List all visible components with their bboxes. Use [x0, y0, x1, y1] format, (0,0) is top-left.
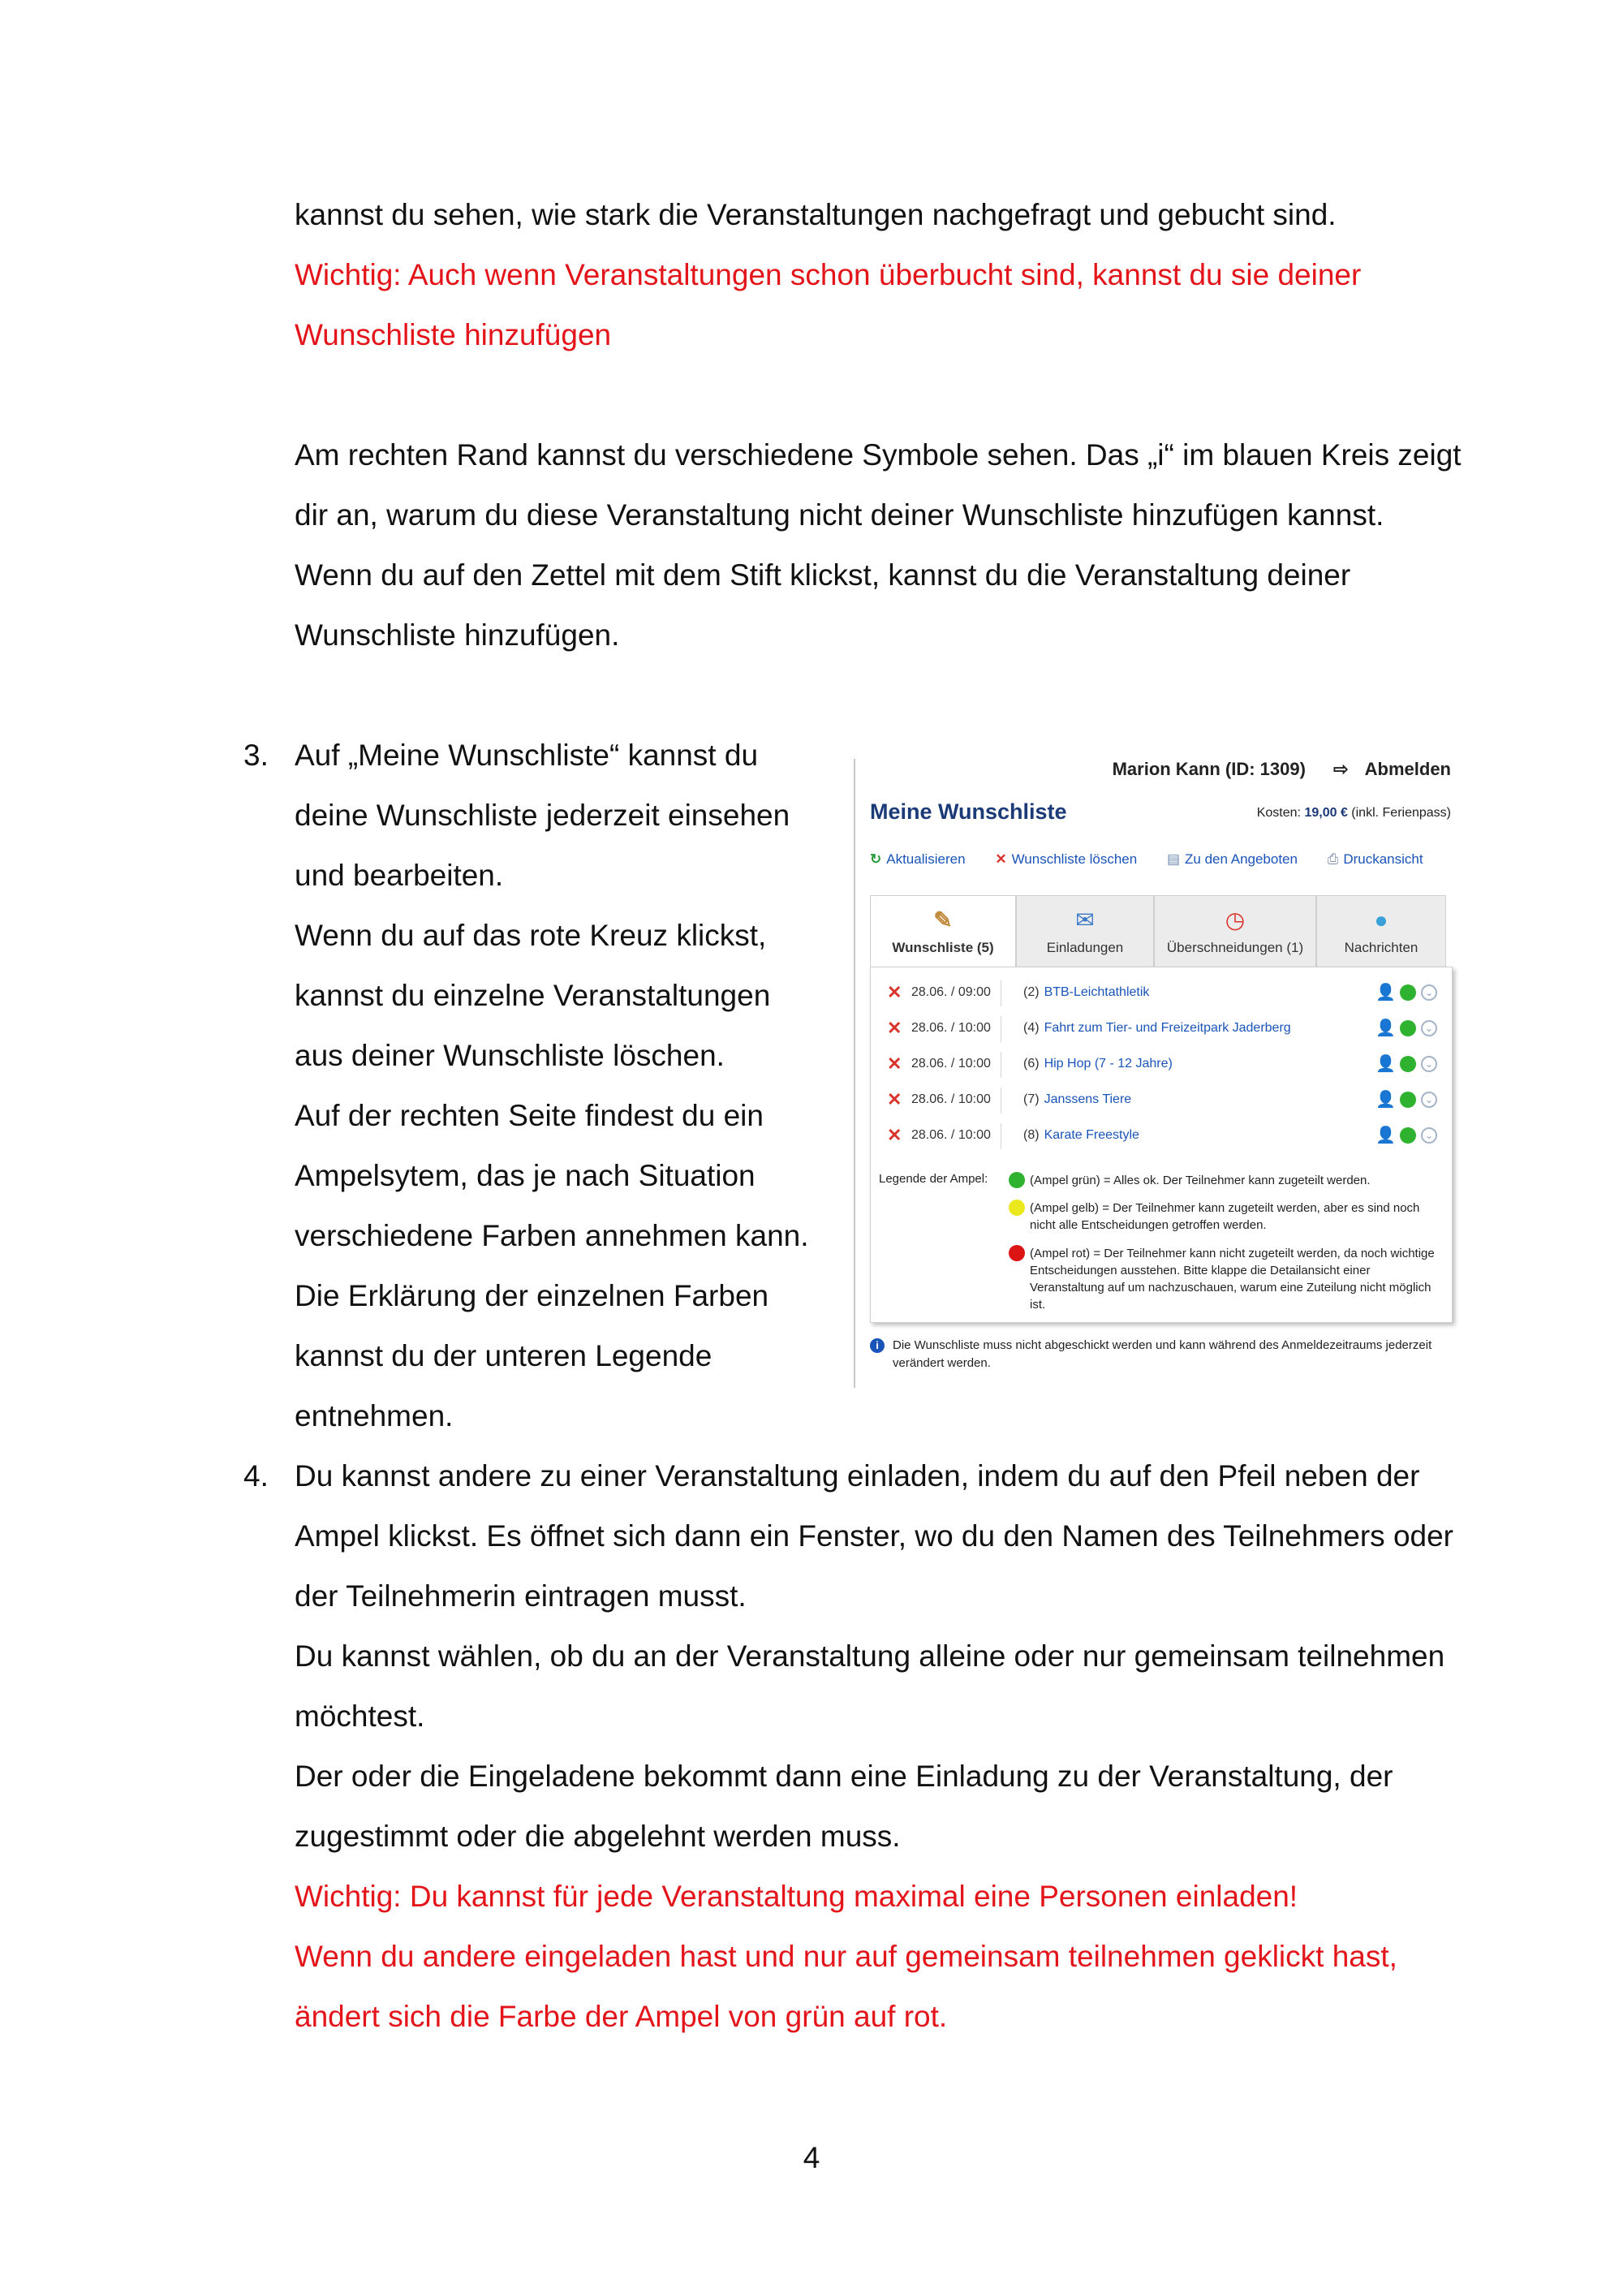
delete-wishlist-button[interactable] [995, 851, 1137, 867]
remove-icon[interactable]: ✕ [887, 982, 902, 1002]
list-item-text: Ampel klickst. Es öffnet sich dann ein Fenster, wo du den Namen des Teilnehmers oder [295, 1519, 1454, 1553]
list-item-text: Der oder die Eingeladene bekommt dann eine Einladung zu der Veranstaltung, der [295, 1760, 1393, 1793]
list-item [871, 1011, 1452, 1047]
traffic-light-green-icon [1400, 1056, 1416, 1072]
refresh-label: Aktualisieren [886, 851, 966, 867]
offers-link[interactable] [1167, 851, 1298, 867]
traffic-light-green-icon [1009, 1172, 1025, 1188]
notepad-pencil-icon: ✎ [933, 907, 953, 933]
costs-value: 19,00 € [1304, 806, 1348, 820]
tab-invitations[interactable] [1016, 895, 1154, 967]
warning-text-line: Wichtig: Auch wenn Veranstaltungen schon überbucht sind, kannst du sie deiner [295, 258, 1362, 291]
list-item-text: und bearbeiten. [295, 859, 504, 892]
warning-text-line: Wunschliste hinzufügen [295, 318, 612, 351]
list-item [871, 976, 1452, 1011]
document-icon: ▤ [1166, 851, 1181, 867]
list-number: 4. [243, 1459, 269, 1493]
list-item-text: Auf „Meine Wunschliste“ kannst du [295, 739, 759, 772]
refresh-icon: ↻ [870, 851, 882, 867]
delete-wishlist-label: Wunschliste löschen [1011, 851, 1138, 867]
envelope-icon: ✉ [1075, 907, 1095, 933]
event-title: Karate Freestyle [1044, 1128, 1139, 1142]
costs-label: Kosten: [1256, 806, 1301, 820]
event-date: 28.06. / 09:00 [911, 985, 991, 999]
refresh-button[interactable] [870, 851, 966, 867]
event-link[interactable] [1023, 1092, 1131, 1107]
wishlist-toolbar [870, 851, 1449, 868]
body-text-line: Am rechten Rand kannst du verschiedene Symbole sehen. Das „i“ im blauen Kreis zeigt [295, 438, 1462, 472]
body-text-line: Wenn du auf den Zettel mit dem Stift klickst, kannst du die Veranstaltung deiner [295, 558, 1351, 592]
event-title: BTB-Leichtathletik [1044, 985, 1150, 999]
logout-icon: ⇨ [1333, 759, 1349, 779]
list-item-text: kannst du einzelne Veranstaltungen [295, 979, 771, 1012]
tab-overlaps[interactable] [1154, 895, 1316, 967]
printer-icon: ⎙ [1327, 851, 1339, 867]
row-status-icons [1375, 982, 1437, 1002]
list-item-text: aus deiner Wunschliste löschen. [295, 1039, 725, 1072]
legend-title: Legende der Ampel: [879, 1172, 988, 1186]
list-number: 3. [243, 739, 269, 772]
print-button[interactable] [1328, 851, 1423, 867]
body-text-line: kannst du sehen, wie stark die Veranstaltungen nachgefragt und gebucht sind. [295, 198, 1337, 231]
person-icon[interactable]: 👤 [1375, 1091, 1396, 1109]
logout-label: Abmelden [1364, 759, 1451, 779]
offers-label: Zu den Angeboten [1185, 851, 1298, 867]
person-icon[interactable]: 👤 [1375, 1019, 1396, 1037]
info-icon: i [870, 1338, 885, 1353]
invite-arrow-icon[interactable]: ⌄ [1421, 1092, 1437, 1108]
event-date: 28.06. / 10:00 [911, 1128, 991, 1142]
costs-info [1257, 806, 1451, 821]
row-status-icons [1375, 1018, 1437, 1038]
list-item-text: der Teilnehmerin eintragen musst. [295, 1579, 747, 1613]
invite-arrow-icon[interactable]: ⌄ [1421, 1020, 1437, 1036]
list-item-text: möchtest. [295, 1699, 425, 1733]
legend-yellow-text: (Ampel gelb) = Der Teilnehmer kann zugeteilt werden, aber es sind noch nicht alle Entscheidungen getroffen werden. [1030, 1201, 1420, 1232]
event-link[interactable] [1023, 1128, 1139, 1143]
print-label: Druckansicht [1343, 851, 1423, 867]
tab-wishlist[interactable] [870, 895, 1016, 967]
list-item-text: Du kannst andere zu einer Veranstaltung einladen, indem du auf den Pfeil neben der [295, 1459, 1420, 1493]
list-item-text: kannst du der unteren Legende [295, 1339, 712, 1372]
costs-note: (inkl. Ferienpass) [1351, 806, 1451, 820]
traffic-light-yellow-icon [1009, 1200, 1025, 1216]
remove-icon[interactable]: ✕ [887, 1089, 902, 1109]
person-icon[interactable]: 👤 [1375, 1126, 1396, 1144]
row-status-icons [1375, 1053, 1437, 1074]
person-icon[interactable]: 👤 [1375, 984, 1396, 1002]
event-title: Hip Hop (7 - 12 Jahre) [1044, 1057, 1173, 1070]
list-item [871, 1047, 1452, 1083]
traffic-light-green-icon [1400, 1092, 1416, 1108]
list-item [871, 1118, 1452, 1154]
event-number: (7) [1023, 1092, 1040, 1106]
list-item-text: Ampelsytem, das je nach Situation [295, 1159, 756, 1192]
remove-icon[interactable]: ✕ [887, 1053, 902, 1074]
list-item [871, 1083, 1452, 1118]
person-icon[interactable]: 👤 [1375, 1055, 1396, 1073]
event-title: Fahrt zum Tier- und Freizeitpark Jaderberg [1044, 1021, 1291, 1035]
event-title: Janssens Tiere [1044, 1092, 1132, 1106]
clock-icon: ◷ [1225, 907, 1246, 933]
warning-text-line: ändert sich die Farbe der Ampel von grün auf rot. [295, 2000, 948, 2033]
tab-messages-label: Nachrichten [1344, 940, 1419, 955]
remove-icon[interactable]: ✕ [887, 1018, 902, 1038]
event-date: 28.06. / 10:00 [911, 1057, 991, 1070]
traffic-light-green-icon [1400, 1020, 1416, 1036]
user-bar [1101, 759, 1451, 780]
event-link[interactable] [1023, 985, 1149, 1000]
list-item-text: verschiedene Farben annehmen kann. [295, 1219, 809, 1252]
tab-invitations-label: Einladungen [1046, 940, 1124, 955]
page-number: 4 [803, 2141, 820, 2174]
logout-link[interactable] [1322, 759, 1451, 779]
warning-text-line: Wenn du andere eingeladen hast und nur auf gemeinsam teilnehmen geklickt hast, [295, 1940, 1397, 1973]
wishlist-title: Meine Wunschliste [870, 799, 1067, 824]
invite-arrow-icon[interactable]: ⌄ [1421, 984, 1437, 1001]
warning-text-line: Wichtig: Du kannst für jede Veranstaltung maximal eine Personen einladen! [295, 1880, 1298, 1913]
list-item-text: Du kannst wählen, ob du an der Veranstaltung alleine oder nur gemeinsam teilnehmen [295, 1639, 1445, 1673]
screenshot-border [854, 759, 855, 1388]
list-item-text: deine Wunschliste jederzeit einsehen [295, 799, 790, 832]
list-item-text: Wenn du auf das rote Kreuz klickst, [295, 919, 767, 952]
tab-wishlist-label: Wunschliste (5) [892, 940, 994, 955]
legend-green-text: (Ampel grün) = Alles ok. Der Teilnehmer kann zugeteilt werden. [1030, 1174, 1371, 1187]
traffic-light-green-icon [1400, 1127, 1416, 1144]
event-date: 28.06. / 10:00 [911, 1092, 991, 1106]
list-item-text: zugestimmt oder die abgelehnt werden muss. [295, 1820, 901, 1853]
chat-bubble-icon: ● [1374, 907, 1388, 933]
invite-arrow-icon[interactable]: ⌄ [1421, 1127, 1437, 1144]
list-item-text: Die Erklärung der einzelnen Farben [295, 1279, 769, 1312]
body-text-line: dir an, warum du diese Veranstaltung nicht deiner Wunschliste hinzufügen kannst. [295, 498, 1384, 532]
list-item-text: entnehmen. [295, 1399, 454, 1432]
remove-icon[interactable]: ✕ [887, 1125, 902, 1145]
event-number: (6) [1023, 1057, 1040, 1070]
row-status-icons [1375, 1125, 1437, 1145]
close-icon: ✕ [995, 851, 1007, 867]
tab-messages[interactable] [1316, 895, 1446, 967]
event-number: (8) [1023, 1128, 1040, 1142]
tab-bar [870, 895, 1454, 967]
invite-arrow-icon[interactable]: ⌄ [1421, 1056, 1437, 1072]
list-item-text: Auf der rechten Seite findest du ein [295, 1099, 764, 1132]
row-status-icons [1375, 1089, 1437, 1109]
body-text-line: Wunschliste hinzufügen. [295, 618, 620, 652]
legend-red-text: (Ampel rot) = Der Teilnehmer kann nicht zugeteilt werden, da noch wichtige Entscheidungen ausstehen. Bitte klappe die Detailansicht einer Veranstaltung auf um nachzuschauen, warum eine Zuteilung nicht möglich ist. [1030, 1247, 1435, 1312]
traffic-light-red-icon [1009, 1245, 1025, 1261]
traffic-light-green-icon [1400, 984, 1416, 1001]
event-date: 28.06. / 10:00 [911, 1021, 991, 1035]
event-link[interactable] [1023, 1021, 1291, 1036]
tab-overlaps-label: Überschneidungen (1) [1166, 940, 1304, 955]
event-number: (4) [1023, 1021, 1040, 1035]
wishlist-screenshot [854, 759, 1457, 1388]
wishlist-panel [870, 967, 1453, 1323]
user-name: Marion Kann (ID: 1309) [1112, 759, 1306, 779]
info-note-text: Die Wunschliste muss nicht abgeschickt werden und kann während des Anmeldezeitraums jederzeit verändert werden. [893, 1338, 1432, 1370]
event-link[interactable] [1023, 1057, 1173, 1071]
event-number: (2) [1023, 985, 1040, 999]
